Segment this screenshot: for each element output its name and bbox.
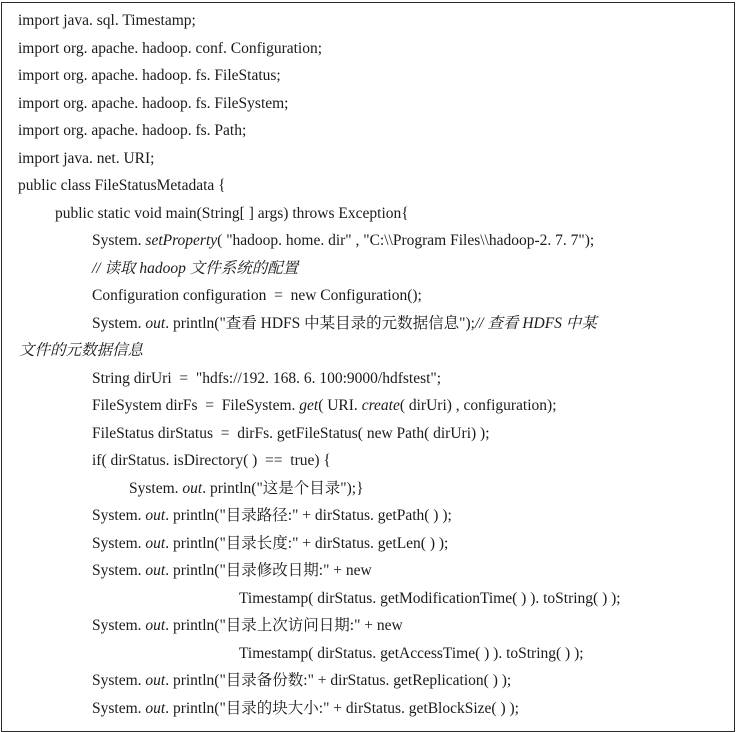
- code-italic-token: out: [182, 479, 203, 497]
- code-text: FileStatus dirStatus = dirFs. getFileStatus( new Path( dirUri) );: [92, 424, 490, 442]
- code-line: [2, 530, 736, 558]
- code-text: if( dirStatus. isDirectory( ) == true) {: [92, 452, 331, 469]
- code-line: [2, 35, 736, 63]
- code-text: FileSystem dirFs = FileSystem.: [92, 397, 300, 414]
- code-line: [2, 337, 736, 365]
- code-line: [2, 392, 736, 420]
- code-text: . println("查看 HDFS 中某目录的元数据信息");: [165, 314, 475, 332]
- code-italic-token: get: [299, 397, 319, 414]
- code-line: [2, 667, 736, 695]
- code-line: [2, 172, 736, 200]
- code-line: [2, 117, 736, 145]
- code-italic-token: // 读取 hadoop 文件系统的配置: [92, 259, 299, 277]
- code-text: public class FileStatusMetadata {: [18, 177, 226, 194]
- code-italic-token: 文件的元数据信息: [19, 342, 144, 359]
- code-italic-token: // 查看 HDFS 中某: [474, 314, 597, 332]
- code-line: [2, 502, 736, 530]
- code-text: import org. apache. hadoop. conf. Configuration;: [18, 39, 323, 57]
- code-text: . println("这是个目录");}: [202, 479, 364, 497]
- code-text: public static void main(String[ ] args) throws Exception{: [55, 204, 409, 222]
- code-text: System.: [92, 534, 146, 552]
- code-line: [2, 7, 736, 35]
- code-italic-token: out: [145, 507, 166, 524]
- code-text: ( "hadoop. home. dir" , "C:\\Program Files\\hadoop-2. 7. 7");: [217, 232, 595, 249]
- code-line: [2, 145, 736, 173]
- code-text: . println("目录路径:" + dirStatus. getPath( ) );: [165, 507, 452, 524]
- code-line: [2, 255, 736, 283]
- code-italic-token: out: [145, 314, 166, 332]
- code-text: . println("目录修改日期:" + new: [165, 562, 372, 579]
- code-line: [2, 695, 736, 723]
- code-italic-token: create: [361, 397, 400, 414]
- code-text: System.: [129, 479, 183, 497]
- code-text: System.: [92, 232, 146, 249]
- code-italic-token: out: [145, 534, 166, 552]
- code-block: [2, 7, 736, 722]
- code-line: [2, 447, 736, 475]
- code-italic-token: out: [145, 672, 166, 689]
- code-line: [2, 62, 736, 90]
- code-text: Timestamp( dirStatus. getAccessTime( ) ). toString( ) );: [239, 644, 584, 662]
- code-text: . println("目录长度:" + dirStatus. getLen( ) );: [165, 534, 449, 552]
- code-line: [2, 475, 736, 503]
- code-text: . println("目录的块大小:" + dirStatus. getBlockSize( ) );: [165, 699, 519, 717]
- code-text: System.: [92, 507, 146, 524]
- code-line: [2, 420, 736, 448]
- code-line: [2, 640, 736, 668]
- code-text: import org. apache. hadoop. fs. Path;: [18, 122, 247, 139]
- code-text: Timestamp( dirStatus. getModificationTime( ) ). toString( ) );: [239, 589, 621, 607]
- code-text: String dirUri = "hdfs://192. 168. 6. 100:9000/hdfstest";: [92, 369, 442, 387]
- code-text: ( dirUri) , configuration);: [399, 397, 557, 414]
- code-italic-token: out: [145, 699, 166, 717]
- code-text: System.: [92, 314, 146, 332]
- code-line: [2, 200, 736, 228]
- code-italic-token: out: [145, 617, 166, 634]
- code-text: System.: [92, 617, 146, 634]
- code-text: ( URI.: [318, 397, 362, 414]
- code-text: System.: [92, 699, 146, 717]
- code-text: . println("目录备份数:" + dirStatus. getReplication( ) );: [165, 672, 512, 689]
- code-text: import java. sql. Timestamp;: [18, 12, 196, 29]
- code-line: [2, 585, 736, 613]
- code-line: [2, 365, 736, 393]
- code-line: [2, 227, 736, 255]
- code-italic-token: out: [145, 562, 166, 579]
- code-text: System.: [92, 672, 146, 689]
- code-italic-token: setProperty: [145, 232, 218, 249]
- code-text: System.: [92, 562, 146, 579]
- code-text: import org. apache. hadoop. fs. FileSystem;: [18, 94, 289, 112]
- code-line: [2, 90, 736, 118]
- code-listing-frame: [1, 2, 735, 732]
- code-text: import org. apache. hadoop. fs. FileStatus;: [18, 67, 281, 84]
- code-text: import java. net. URI;: [18, 149, 155, 167]
- code-text: . println("目录上次访问日期:" + new: [165, 617, 403, 634]
- code-line: [2, 310, 736, 338]
- code-text: Configuration configuration = new Configuration();: [92, 287, 422, 304]
- code-line: [2, 612, 736, 640]
- code-line: [2, 282, 736, 310]
- code-line: [2, 557, 736, 585]
